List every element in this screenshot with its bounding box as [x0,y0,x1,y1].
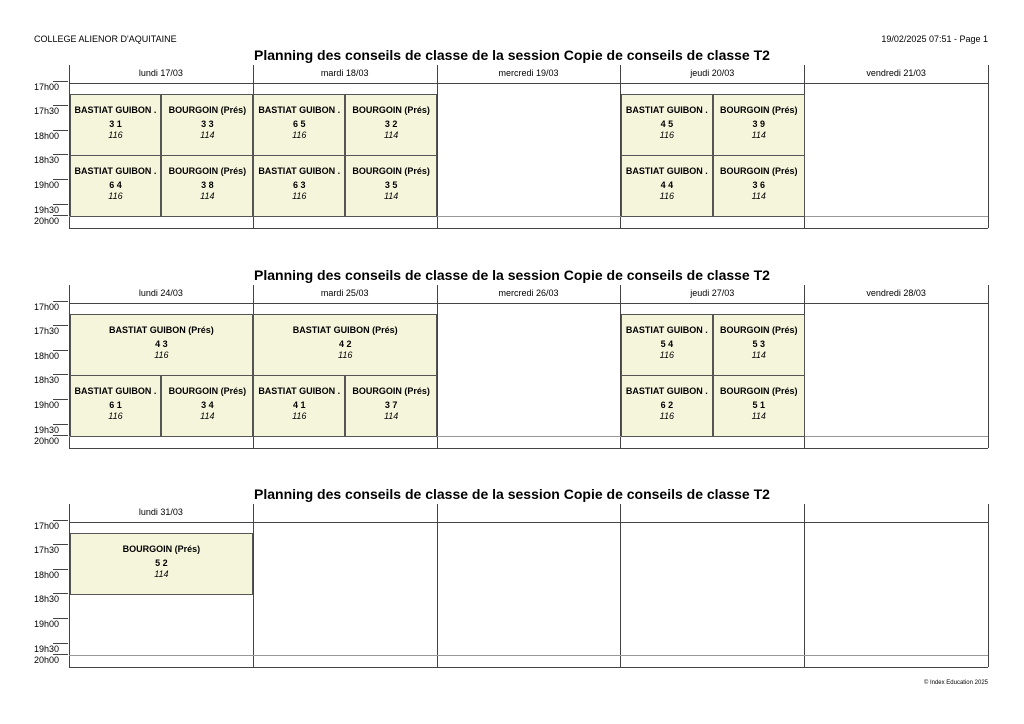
time-label: 20h00 [34,216,60,226]
class-code: 4 1 [292,400,306,410]
planning-grid [34,285,988,450]
grid-row-line [69,83,988,84]
time-label: 19h30 [34,644,60,654]
council-event[interactable] [70,94,162,156]
class-code: 5 3 [752,339,765,349]
time-tick [53,520,68,521]
council-event[interactable] [713,155,805,217]
day-header [804,504,988,520]
grid-row-line [69,667,988,668]
teacher-name: BOURGOIN (Prés) [719,105,798,115]
day-header [437,504,621,520]
grid-column-line [988,65,989,228]
council-event[interactable] [161,94,253,156]
room-number: 116 [292,411,307,421]
day-header: vendredi 28/03 [866,288,926,298]
time-tick [53,105,68,106]
grid-row-line [69,448,988,449]
time-tick [53,435,68,436]
day-header: jeudi 20/03 [690,68,735,78]
class-code: 4 2 [338,339,352,349]
time-tick [53,301,68,302]
teacher-name: BASTIAT GUIBON . [258,105,341,115]
council-event[interactable] [345,155,437,217]
time-tick [53,618,68,619]
room-number: 114 [154,569,169,579]
room-number: 114 [751,130,766,140]
grid-column-line [988,504,989,667]
day-header: jeudi 27/03 [690,288,735,298]
council-event[interactable] [621,94,713,156]
class-code: 6 5 [292,119,306,129]
council-event[interactable] [253,314,437,376]
teacher-name: BASTIAT GUIBON . [258,386,341,396]
grid-row-line [69,303,988,304]
council-event[interactable] [253,94,345,156]
room-number: 116 [108,130,123,140]
day-header [253,504,437,520]
teacher-name: BASTIAT GUIBON . [625,166,708,176]
teacher-name: BASTIAT GUIBON . [625,325,708,335]
time-label: 17h00 [34,82,60,92]
room-number: 116 [659,130,675,140]
room-number: 114 [200,191,215,201]
room-number: 114 [751,411,766,421]
room-number: 114 [200,130,215,140]
time-label: 19h30 [34,425,60,435]
teacher-name: BASTIAT GUIBON . [74,166,157,176]
planning-title: Planning des conseils de classe de la session Copie de conseils de classe T2 [254,267,770,283]
class-code: 4 4 [660,180,674,190]
time-label: 17h30 [34,326,60,336]
class-code: 3 6 [752,180,765,190]
time-tick [53,654,68,655]
class-code: 6 2 [660,400,674,410]
grid-column-line [804,504,805,667]
teacher-name: BOURGOIN (Prés) [168,105,247,115]
time-label: 18h30 [34,594,60,604]
time-tick [53,154,68,155]
time-tick [53,325,68,326]
time-tick [53,350,68,351]
room-number: 114 [383,130,399,140]
council-event[interactable] [713,375,805,437]
teacher-name: BASTIAT GUIBON (Prés) [292,325,398,335]
teacher-name: BOURGOIN (Prés) [719,386,798,396]
room-number: 114 [200,411,215,421]
day-header [620,504,804,520]
time-label: 18h30 [34,155,60,165]
room-number: 116 [659,411,675,421]
day-header: vendredi 21/03 [866,68,926,78]
grid-column-line [988,285,989,448]
teacher-name: BOURGOIN (Prés) [352,386,430,396]
council-event[interactable] [713,94,805,156]
room-number: 116 [292,191,307,201]
planning-title: Planning des conseils de classe de la session Copie de conseils de classe T2 [254,486,770,502]
room-number: 116 [659,350,675,360]
council-event[interactable] [70,375,162,437]
time-label: 19h00 [34,180,60,190]
room-number: 116 [338,350,353,360]
room-number: 116 [108,411,123,421]
grid-row-line [69,228,988,229]
council-event[interactable] [70,314,254,376]
time-label: 18h00 [34,131,60,141]
day-header: lundi 17/03 [138,68,183,78]
class-code: 3 9 [752,119,765,129]
council-event[interactable] [70,533,254,595]
time-label: 17h00 [34,302,60,312]
room-number: 116 [292,130,307,140]
council-event[interactable] [621,375,713,437]
planning-grid [34,504,988,669]
copyright: © Index Education 2025 [923,680,988,686]
class-code: 3 4 [201,400,214,410]
time-label: 19h30 [34,205,60,215]
teacher-name: BOURGOIN (Prés) [168,166,247,176]
planning-title: Planning des conseils de classe de la session Copie de conseils de classe T2 [254,47,770,63]
time-label: 20h00 [34,436,60,446]
grid-row-line [69,655,988,656]
teacher-name: BOURGOIN (Prés) [352,166,430,176]
council-event[interactable] [253,155,345,217]
class-code: 6 1 [109,400,122,410]
council-event[interactable] [345,94,437,156]
teacher-name: BOURGOIN (Prés) [719,166,798,176]
council-event[interactable] [253,375,345,437]
time-label: 19h00 [34,400,60,410]
council-event[interactable] [621,314,713,376]
planning-grid [34,65,988,230]
teacher-name: BOURGOIN (Prés) [168,386,247,396]
teacher-name: BASTIAT GUIBON . [74,105,157,115]
room-number: 116 [659,191,675,201]
teacher-name: BOURGOIN (Prés) [352,105,430,115]
grid-column-line [620,504,621,667]
class-code: 6 3 [292,180,306,190]
teacher-name: BOURGOIN (Prés) [122,544,201,554]
time-label: 18h30 [34,375,60,385]
council-event[interactable] [70,155,162,217]
time-label: 20h00 [34,655,60,665]
class-code: 5 4 [660,339,674,349]
time-tick [53,399,68,400]
class-code: 3 3 [201,119,214,129]
class-code: 3 5 [384,180,398,190]
time-label: 17h00 [34,521,60,531]
time-tick [53,204,68,205]
class-code: 5 1 [752,400,765,410]
time-label: 18h00 [34,351,60,361]
time-label: 18h00 [34,570,60,580]
day-header: mercredi 26/03 [498,288,559,298]
time-tick [53,424,68,425]
room-number: 114 [383,411,399,421]
class-code: 6 4 [109,180,122,190]
day-header: mercredi 19/03 [498,68,559,78]
council-event[interactable] [713,314,805,376]
teacher-name: BASTIAT GUIBON (Prés) [108,325,214,335]
class-code: 3 7 [384,400,398,410]
class-code: 4 3 [155,339,168,349]
room-number: 114 [751,350,766,360]
time-label: 17h30 [34,545,60,555]
time-label: 19h00 [34,619,60,629]
council-event[interactable] [161,375,253,437]
time-tick [53,374,68,375]
teacher-name: BASTIAT GUIBON . [625,386,708,396]
day-header: lundi 31/03 [138,507,183,517]
day-header: mardi 18/03 [320,68,369,78]
time-label: 17h30 [34,106,60,116]
class-code: 3 1 [109,119,122,129]
room-number: 114 [383,191,399,201]
council-event[interactable] [621,155,713,217]
room-number: 114 [751,191,766,201]
time-tick [53,593,68,594]
class-code: 4 5 [660,119,674,129]
teacher-name: BOURGOIN (Prés) [719,325,798,335]
teacher-name: BASTIAT GUIBON . [625,105,708,115]
room-number: 116 [154,350,169,360]
room-number: 116 [108,191,123,201]
day-header: lundi 24/03 [138,288,183,298]
school-name: COLLEGE ALIENOR D'AQUITAINE [34,34,177,44]
teacher-name: BASTIAT GUIBON . [74,386,157,396]
time-tick [53,81,68,82]
class-code: 3 2 [384,119,398,129]
council-event[interactable] [345,375,437,437]
class-code: 5 2 [155,558,168,568]
grid-column-line [437,504,438,667]
time-tick [53,215,68,216]
day-header: mardi 25/03 [320,288,369,298]
time-tick [53,130,68,131]
class-code: 3 8 [201,180,214,190]
teacher-name: BASTIAT GUIBON . [258,166,341,176]
time-tick [53,179,68,180]
print-date-page: 19/02/2025 07:51 - Page 1 [881,34,988,44]
time-tick [53,643,68,644]
council-event[interactable] [161,155,253,217]
time-tick [53,569,68,570]
grid-row-line [69,522,988,523]
time-tick [53,544,68,545]
